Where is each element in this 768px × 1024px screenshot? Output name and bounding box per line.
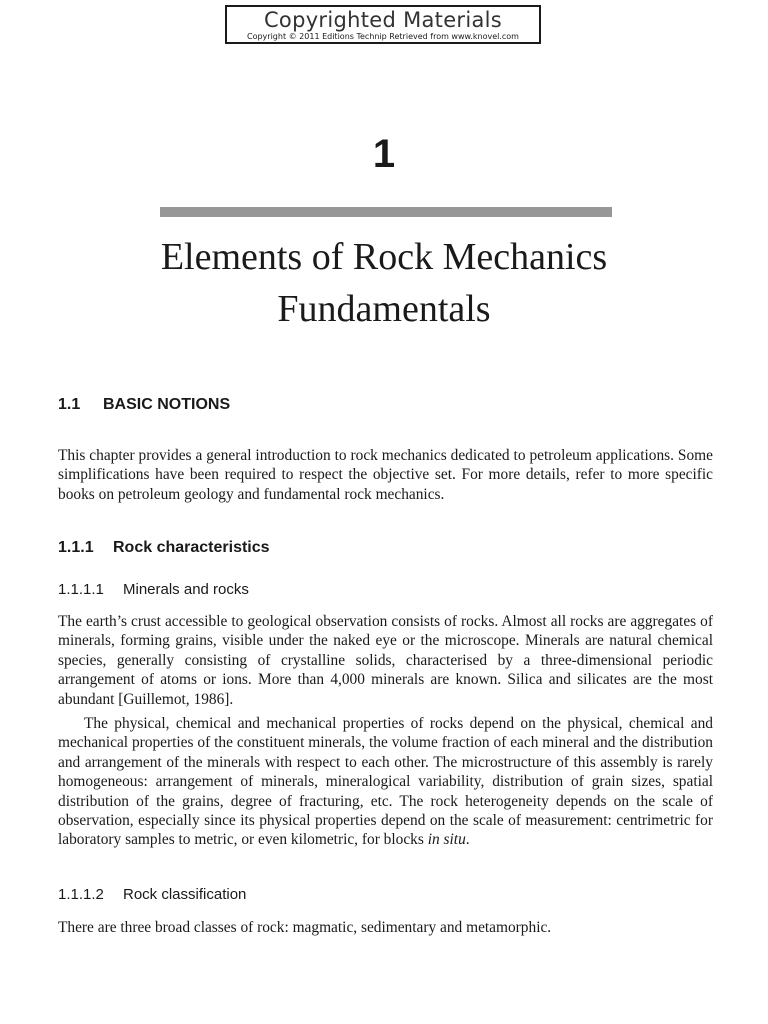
classification-paragraph: There are three broad classes of rock: magmatic, sedimentary and metamorphic. bbox=[58, 919, 552, 936]
section-heading-1-1 bbox=[58, 395, 230, 415]
section-number: 1.1.1 bbox=[58, 539, 94, 556]
section-title: BASIC NOTIONS bbox=[103, 396, 231, 413]
paragraph-end: . bbox=[465, 831, 470, 849]
section-title: Rock classification bbox=[123, 886, 247, 903]
section-heading-1-1-1-1 bbox=[58, 580, 249, 600]
chapter-title-line-1: Elements of Rock Mechanics bbox=[160, 236, 608, 278]
section-title: Rock characteristics bbox=[113, 539, 270, 556]
section-heading-1-1-1 bbox=[58, 538, 270, 558]
copyright-stamp bbox=[225, 5, 541, 44]
stamp-subtitle: Copyright © 2011 Editions Technip Retrieved from www.knovel.com bbox=[247, 32, 519, 41]
section-number: 1.1.1.2 bbox=[58, 886, 104, 903]
intro-paragraph: This chapter provides a general introduction to rock mechanics dedicated to petroleum applications. Some simplifications have been required to respect the objective set. For more details, refer to more specific books on petroleum geology and fundamental rock mechanics. bbox=[58, 447, 713, 503]
section-number: 1.1 bbox=[58, 396, 81, 413]
chapter-title-line-2: Fundamentals bbox=[277, 288, 491, 330]
chapter-title bbox=[0, 231, 768, 335]
minerals-paragraph-1: The earth’s crust accessible to geological observation consists of rocks. Almost all rocks are aggregates of minerals, forming grains, visible under the naked eye or the microscope. Minerals are natural chemical species, generally consisting of crystalline solids, characterised by a three-dimensional periodic arrangement of atoms or ions. More than 4,000 minerals are known. Silica and silicates are the most abundant [Guillemot, 1986]. bbox=[58, 613, 713, 708]
stamp-title: Copyrighted Materials bbox=[263, 8, 503, 32]
section-number: 1.1.1.1 bbox=[58, 581, 104, 598]
paragraph-italic-text: in situ bbox=[427, 831, 466, 849]
chapter-number: 1 bbox=[372, 132, 396, 176]
minerals-paragraph-2 bbox=[58, 714, 713, 850]
chapter-divider bbox=[160, 207, 612, 217]
section-heading-1-1-1-2 bbox=[58, 885, 246, 905]
section-title: Minerals and rocks bbox=[123, 581, 249, 598]
paragraph-text: The physical, chemical and mechanical properties of rocks depend on the physical, chemical and mechanical properties of the constituent minerals, the volume fraction of each mineral and the distribution and arrangement of the minerals with respect to each other. The microstructure of this assembly is rarely homogeneous: arrangement of minerals, mineralogical variability, distribution of grain sizes, spatial distribution of the grains, degree of fracturing, etc. The rock heterogeneity depends on the scale of observation, especially since its physical properties depend on the scale of measurement: centrimetric for laboratory samples to metric, or even kilometric, for blocks bbox=[58, 715, 713, 849]
